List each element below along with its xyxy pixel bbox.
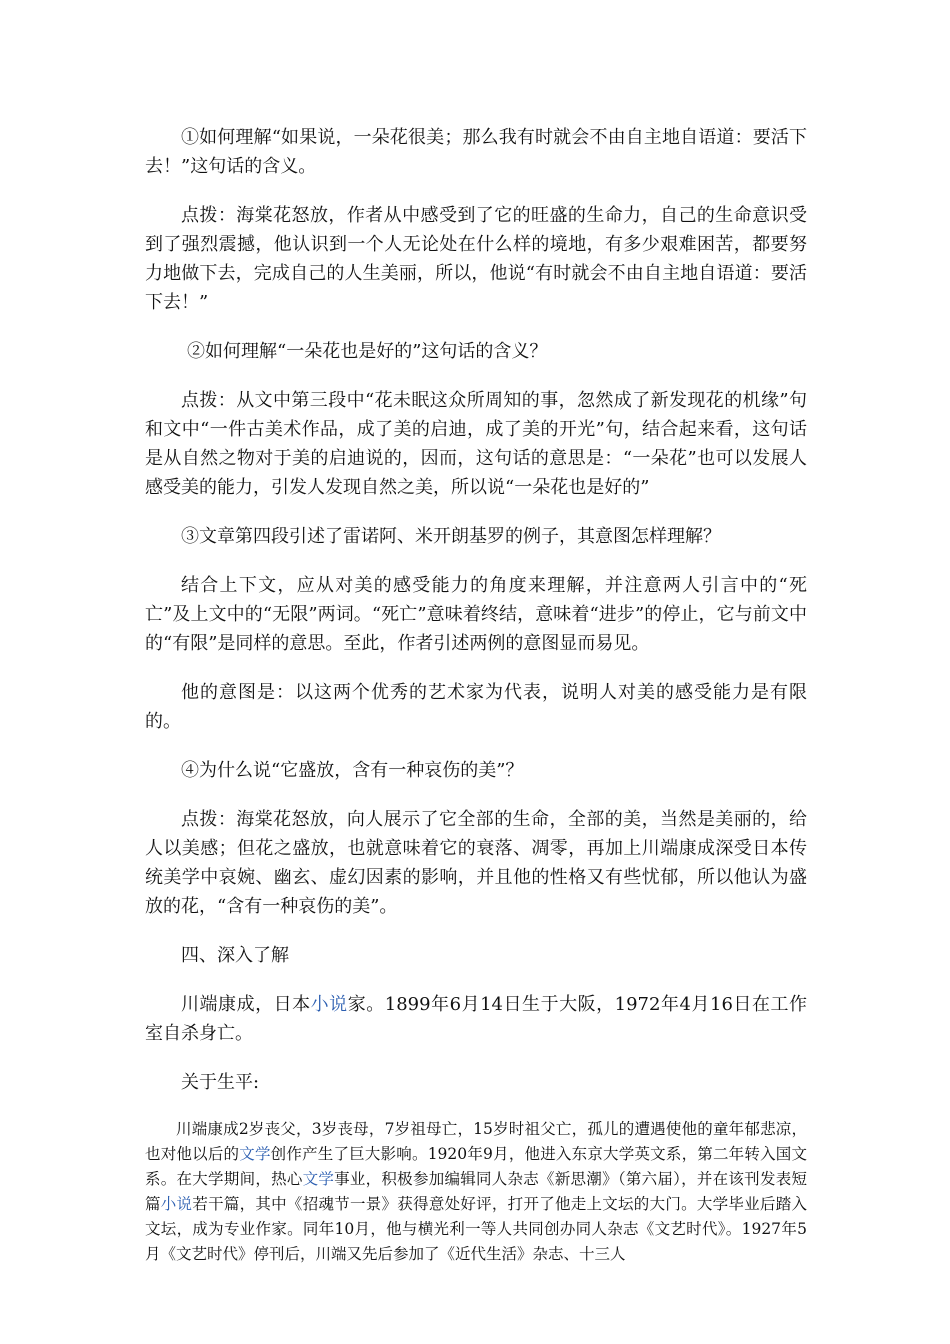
author-intro <box>145 990 807 1048</box>
question-1: ①如何理解“如果说，一朵花很美；那么我有时就会不由自主地自语道：要活下去！”这句话的含义。 <box>145 127 807 177</box>
answer-3: 结合上下文，应从对美的感受能力的角度来理解，并注意两人引言中的“死亡”及上文中的“无限”两词。“死亡”意味着终结，意味着“进步”的停止，它与前文中的“有限”是同样的意思。至此，作者引述两例的意图显而易见。 <box>145 575 807 654</box>
intro-text-after: 家。1899年6月14日生于大阪，1972年4月16日在工作室自杀身亡。 <box>145 994 807 1044</box>
bio-text-3: 事业，积极参加编辑同人杂志《新思潮》（第六届），并在该刊发表短篇 <box>145 1170 807 1213</box>
answer-4: 点拨：海棠花怒放，向人展示了它全部的生命，全部的美，当然是美丽的，给人以美感；但花之盛放，也就意味着它的衰落、凋零，再加上川端康成深受日本传统美学中哀婉、幽玄、虚幻因素的影响，并且他的性格又有些忧郁，所以他认为盛放的花，“含有一种哀伤的美”。 <box>145 809 807 917</box>
answer-2: 点拨：从文中第三段中“花未眠这众所周知的事，忽然成了新发现花的机缘”句和文中“一件古美术作品，成了美的启迪，成了美的开光”句，结合起来看，这句话是从自然之物对于美的启迪说的，因而，这句话的意思是：“一朵花”也可以发展人感受美的能力，引发人发现自然之美，所以说“一朵花也是好的” <box>145 390 807 498</box>
answer-1: 点拨：海棠花怒放，作者从中感受到了它的旺盛的生命力，自己的生命意识受到了强烈震撼，他认识到一个人无论处在什么样的境地，有多少艰难困苦，都要努力地做下去，完成自己的人生美丽，所以，他说“有时就会不由自主地自语道：要活下去！” <box>145 205 807 313</box>
answer-3-conclusion: 他的意图是：以这两个优秀的艺术家为代表，说明人对美的感受能力是有限的。 <box>145 682 807 732</box>
question-3: ③文章第四段引述了雷诺阿、米开朗基罗的例子，其意图怎样理解？ <box>181 526 721 547</box>
bio-text-1: 川端康成2岁丧父，3岁丧母，7岁祖母亡，15岁时祖父亡，孤儿的遭遇使他的童年郁悲凉，也对他以后的 <box>145 1120 807 1163</box>
question-2: ②如何理解“一朵花也是好的”这句话的含义？ <box>187 341 548 362</box>
bio-text-2: 创作产生了巨大影响。1920年9月，他进入东京大学英文系，第二年转入国文系。在大学期间，热心 <box>145 1145 807 1188</box>
biography-text <box>145 1117 807 1267</box>
novel-link[interactable]: 小说 <box>310 994 348 1015</box>
document-body <box>145 123 807 1267</box>
novel-link-2[interactable]: 小说 <box>160 1195 193 1213</box>
literature-link-1[interactable]: 文学 <box>239 1145 271 1163</box>
section-heading-4: 四、深入了解 <box>181 945 289 966</box>
bio-text-4: 若干篇，其中《招魂节一景》获得意处好评，打开了他走上文坛的大门。大学毕业后踏入文坛，成为专业作家。同年10月，他与横光利一等人共同创办同人杂志《文艺时代》。1927年5月《文艺时代》停刊后，川端又先后参加了《近代生活》杂志、十三人 <box>145 1195 807 1263</box>
biography-label: 关于生平: <box>181 1072 260 1093</box>
question-4: ④为什么说“它盛放，含有一种哀伤的美”？ <box>181 760 524 781</box>
literature-link-2[interactable]: 文学 <box>302 1170 335 1188</box>
intro-text-before: 川端康成，日本 <box>181 994 311 1015</box>
